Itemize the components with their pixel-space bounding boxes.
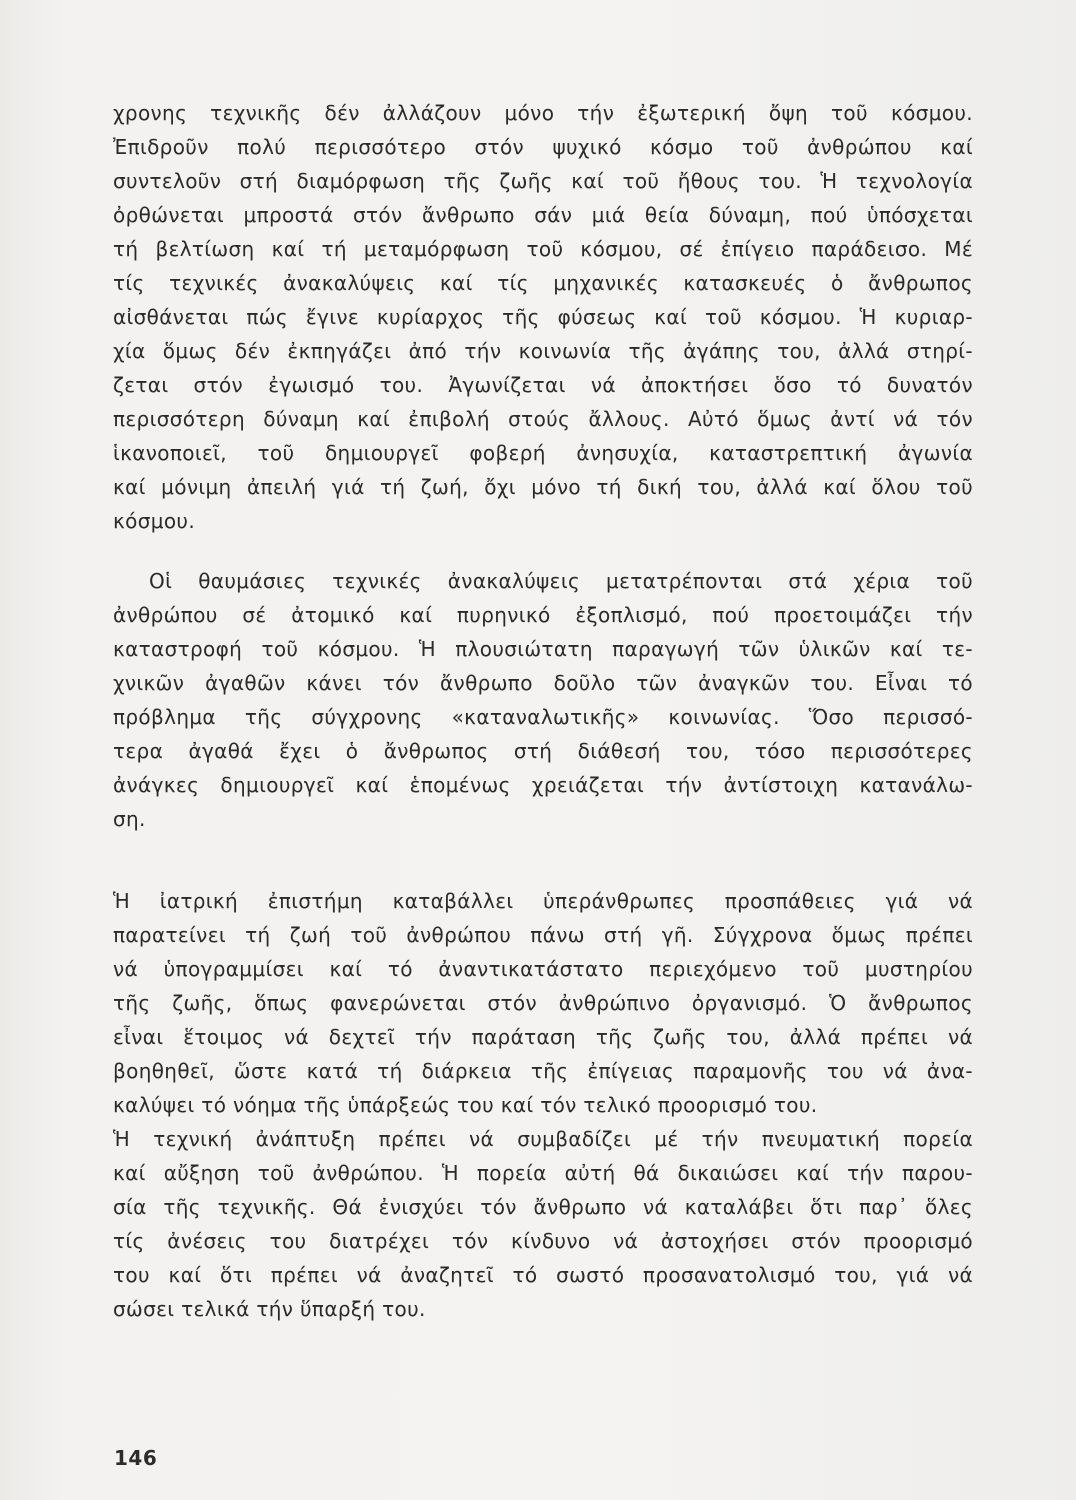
text-line: ζεται στόν ἐγωισμό του. Ἀγωνίζεται νά ἀποκτήσει ὅσο τό δυνατόν (113, 373, 973, 397)
body-text (113, 96, 973, 1326)
text-line: καί μόνιμη ἀπειλή γιά τή ζωή, ὄχι μόνο τή δική του, ἀλλά καί ὅλου τοῦ (113, 475, 973, 499)
text-line: Ἐπιδροῦν πολύ περισσότερο στόν ψυχικό κόσμο τοῦ ἀνθρώπου καί (113, 135, 973, 159)
text-line: ἀνάγκες δημιουργεῖ καί ἑπομένως χρειάζεται τήν ἀντίστοιχη κατανάλω- (113, 773, 973, 797)
paragraph-spacer (113, 538, 973, 564)
text-line: καί αὔξηση τοῦ ἀνθρώπου. Ἡ πορεία αὐτή θά δικαιώσει καί τήν παρου- (113, 1161, 973, 1185)
paragraph-1 (113, 96, 973, 538)
text-line: χία ὅμως δέν ἐκπηγάζει ἀπό τήν κοινωνία τῆς ἀγάπης του, ἀλλά στηρί- (113, 339, 973, 363)
text-line: σία τῆς τεχνικῆς. Θά ἐνισχύει τόν ἄνθρωπο νά καταλάβει ὅτι παρ᾽ ὅλες (113, 1195, 973, 1219)
text-line: περισσότερη δύναμη καί ἐπιβολή στούς ἄλλους. Αὐτό ὅμως ἀντί νά τόν (113, 407, 973, 431)
text-line: τή βελτίωση καί τή μεταμόρφωση τοῦ κόσμου, σέ ἐπίγειο παράδεισο. Μέ (113, 237, 973, 261)
text-line: χρονης τεχνικῆς δέν ἀλλάζουν μόνο τήν ἐξωτερική ὄψη τοῦ κόσμου. (113, 101, 973, 125)
text-line: παρατείνει τή ζωή τοῦ ἀνθρώπου πάνω στή γῆ. Σύγχρονα ὅμως πρέπει (113, 923, 973, 947)
text-line: αἰσθάνεται πώς ἔγινε κυρίαρχος τῆς φύσεως καί τοῦ κόσμου. Ἡ κυριαρ- (113, 305, 973, 329)
text-line: καλύψει τό νόημα τῆς ὑπάρξεώς του καί τόν τελικό προορισμό του. (113, 1093, 818, 1117)
text-line: τῆς ζωῆς, ὅπως φανερώνεται στόν ἀνθρώπινο ὀργανισμό. Ὁ ἄνθρωπος (113, 991, 973, 1015)
text-line: Οἱ θαυμάσιες τεχνικές ἀνακαλύψεις μετατρέπονται στά χέρια τοῦ (149, 569, 973, 593)
text-line: ση. (113, 807, 146, 831)
text-line: Ἡ ἰατρική ἐπιστήμη καταβάλλει ὑπεράνθρωπες προσπάθειες γιά νά (113, 889, 973, 913)
text-line: σώσει τελικά τήν ὕπαρξή του. (113, 1297, 426, 1321)
text-line: εἶναι ἕτοιμος νά δεχτεῖ τήν παράταση τῆς ζωῆς του, ἀλλά πρέπει νά (113, 1025, 973, 1049)
paragraph-4 (113, 1122, 973, 1326)
text-line: ἱκανοποιεῖ, τοῦ δημιουργεῖ φοβερή ἀνησυχία, καταστρεπτική ἀγωνία (113, 441, 973, 465)
text-line: χνικῶν ἀγαθῶν κάνει τόν ἄνθρωπο δοῦλο τῶν ἀναγκῶν του. Εἶναι τό (113, 671, 973, 695)
paragraph-spacer (113, 836, 973, 884)
text-line: πρόβλημα τῆς σύγχρονης «καταναλωτικῆς» κοινωνίας. Ὅσο περισσό- (113, 705, 973, 729)
text-line: τίς ἀνέσεις του διατρέχει τόν κίνδυνο νά ἀστοχήσει στόν προορισμό (113, 1229, 973, 1253)
text-line: του καί ὅτι πρέπει νά ἀναζητεῖ τό σωστό προσανατολισμό του, γιά νά (113, 1263, 973, 1287)
text-line: Ἡ τεχνική ἀνάπτυξη πρέπει νά συμβαδίζει μέ τήν πνευματική πορεία (113, 1127, 973, 1151)
text-line: τερα ἀγαθά ἔχει ὁ ἄνθρωπος στή διάθεσή του, τόσο περισσότερες (113, 739, 973, 763)
text-line: καταστροφή τοῦ κόσμου. Ἡ πλουσιώτατη παραγωγή τῶν ὑλικῶν καί τε- (113, 637, 973, 661)
text-line: νά ὑπογραμμίσει καί τό ἀναντικατάστατο περιεχόμενο τοῦ μυστηρίου (113, 957, 973, 981)
page-number: 146 (114, 1446, 158, 1470)
text-line: ἀνθρώπου σέ ἀτομικό καί πυρηνικό ἐξοπλισμό, πού προετοιμάζει τήν (113, 603, 973, 627)
text-line: κόσμου. (113, 509, 196, 533)
text-line: τίς τεχνικές ἀνακαλύψεις καί τίς μηχανικές κατασκευές ὁ ἄνθρωπος (113, 271, 973, 295)
text-line: ὀρθώνεται μπροστά στόν ἄνθρωπο σάν μιά θεία δύναμη, πού ὑπόσχεται (113, 203, 973, 227)
paragraph-2 (113, 564, 973, 836)
text-line: συντελοῦν στή διαμόρφωση τῆς ζωῆς καί τοῦ ἤθους του. Ἡ τεχνολογία (113, 169, 973, 193)
paragraph-3 (113, 884, 973, 1122)
text-line: βοηθηθεῖ, ὥστε κατά τή διάρκεια τῆς ἐπίγειας παραμονῆς του νά ἀνα- (113, 1059, 973, 1083)
